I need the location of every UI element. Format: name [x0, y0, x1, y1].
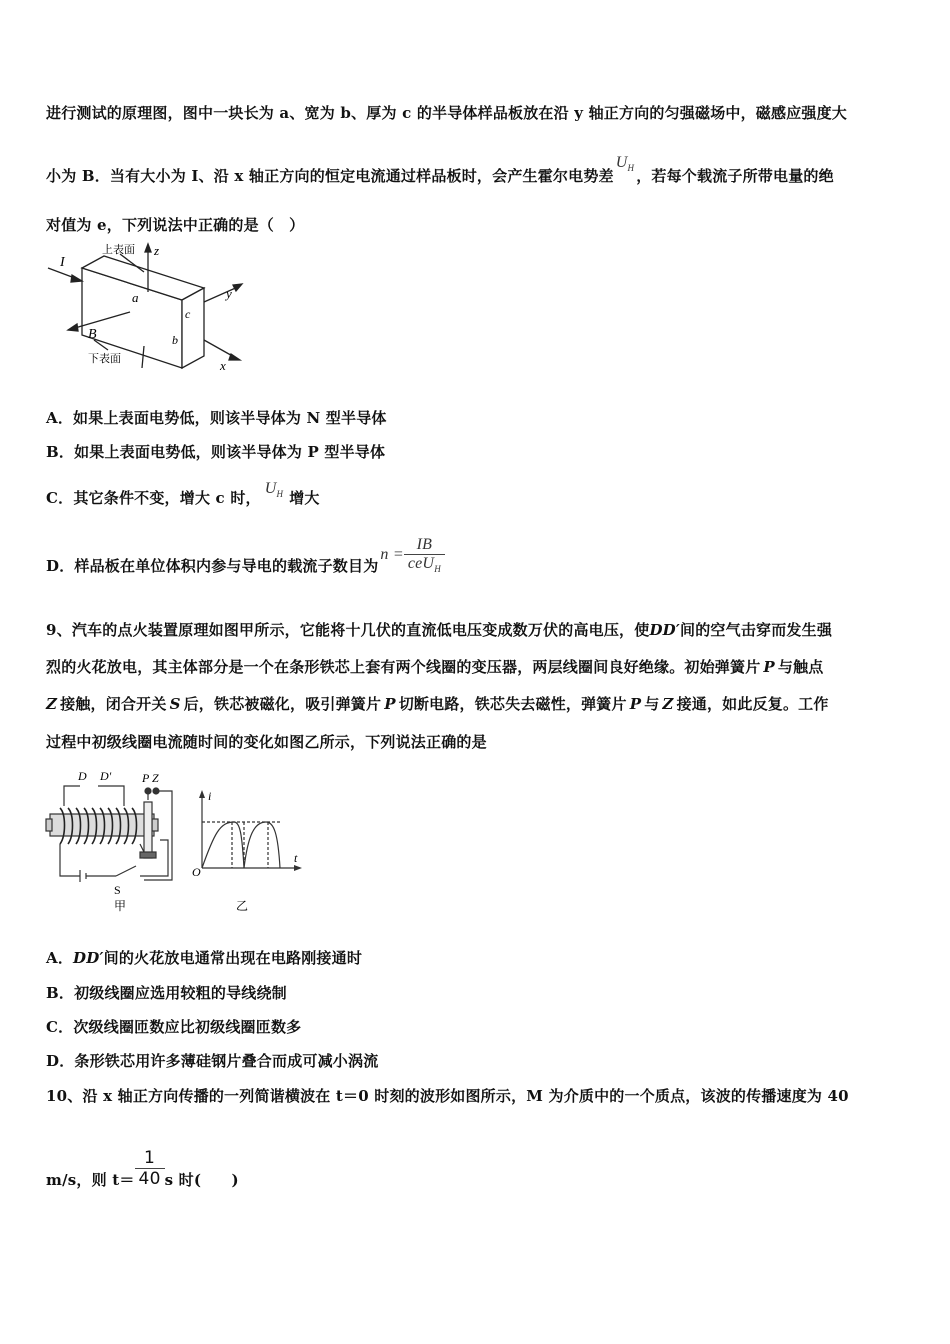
fig-label-B: B	[88, 327, 97, 342]
fig-label-x: x	[220, 358, 226, 373]
iron-core	[50, 814, 154, 836]
label-Dprime: D'	[100, 769, 112, 783]
q8-line-3: 对值为 e，下列说法中正确的是（ ）	[46, 216, 305, 234]
q10-line-2-text: m/s，则 t＝	[46, 1170, 135, 1189]
q10-line-2	[46, 1148, 239, 1189]
q9-line-1: 9、汽车的点火装置原理如图甲所示，它能将十几伏的直流低电压变成数万伏的高电压，使DD′间的空气击穿而发生强	[46, 621, 833, 639]
label-i: i	[208, 789, 212, 803]
label-Z: Z	[152, 771, 159, 785]
q8-line-2-text: 小为 B．当有大小为 I、沿 x 轴正方向的恒定电流通过样品板时，会产生霍尔电势差	[46, 167, 614, 185]
q8-option-c	[46, 480, 320, 509]
fig-label-bottom-surface: 下表面	[88, 353, 121, 365]
option-d-formula-n: n =	[380, 546, 404, 563]
q8-line-2-tail: ，若每个载流子所带电量的绝	[636, 167, 834, 185]
q9-line-2: 烈的火花放电，其主体部分是一个在条形铁芯上套有两个线圈的变压器，两层线圈间良好绝缘。初始弹簧片 P 与触点	[46, 658, 824, 676]
label-yi: 乙	[236, 899, 249, 913]
q9-option-b: B．初级线圈应选用较粗的导线绕制	[46, 984, 287, 1002]
fig-label-a: a	[132, 290, 139, 305]
sample-side-face	[182, 288, 204, 368]
q8-option-a: A．如果上表面电势低，则该半导体为 N 型半导体	[46, 409, 387, 427]
q9-option-c: C．次级线圈匝数应比初级线圈匝数多	[46, 1018, 302, 1036]
q8-option-b: B．如果上表面电势低，则该半导体为 P 型半导体	[46, 443, 386, 461]
q8-line-2	[46, 154, 834, 187]
q8-option-d	[46, 536, 445, 574]
fig-label-b: b	[172, 333, 178, 347]
q9-line-3: Z 接触，闭合开关 S 后，铁芯被磁化，吸引弹簧片 P 切断电路，铁芯失去磁性，弹簧片 P 与 Z 接通，如此反复。工作	[46, 695, 829, 713]
option-d-fraction: $\frac{IB}{ceU_H}$	[404, 536, 445, 574]
label-P: P	[142, 771, 150, 785]
label-D: D	[78, 769, 87, 783]
fig-label-I: I	[60, 255, 65, 270]
q8-option-c-text: C．其它条件不变，增大 c 时，	[46, 489, 261, 507]
q8-line-1: 进行测试的原理图，图中一块长为 a、宽为 b、厚为 c 的半导体样品板放在沿 y 轴正方向的匀强磁场中，磁感应强度大	[46, 104, 847, 122]
fig-label-c: c	[185, 307, 191, 321]
ignition-figure	[44, 764, 314, 914]
option-c-hall-voltage: $U_H$	[264, 480, 284, 499]
switch-s	[116, 866, 136, 876]
q10-line-1: 10、沿 x 轴正方向传播的一列简谐横波在 t＝0 时刻的波形如图所示，M 为介质中的一个质点，该波的传播速度为 40	[46, 1087, 849, 1105]
fig-label-z: z	[154, 243, 160, 258]
fig-label-top-surface: 上表面	[102, 244, 135, 256]
hall-voltage-symbol: $U_H$	[615, 154, 635, 173]
q9-line-4: 过程中初级线圈电流随时间的变化如图乙所示，下列说法正确的是	[46, 733, 487, 751]
label-jia: 甲	[114, 899, 127, 913]
q10-line-2-tail: s 时( )	[164, 1170, 239, 1189]
label-t: t	[294, 851, 298, 865]
q9-option-a: A．DD′间的火花放电通常出现在电路刚接通时	[46, 949, 363, 967]
fig-label-y: y	[226, 286, 232, 301]
hall-effect-figure	[44, 240, 244, 375]
q10-time-fraction: $\frac{1}{40}$	[135, 1148, 165, 1189]
label-S: S	[114, 883, 121, 897]
q8-option-c-tail: 增大	[289, 489, 320, 507]
q9-option-d: D．条形铁芯用许多薄硅钢片叠合而成可减小涡流	[46, 1052, 379, 1070]
label-O: O	[192, 865, 201, 879]
q8-option-d-text: D．样品板在单位体积内参与导电的载流子数目为	[46, 556, 379, 575]
